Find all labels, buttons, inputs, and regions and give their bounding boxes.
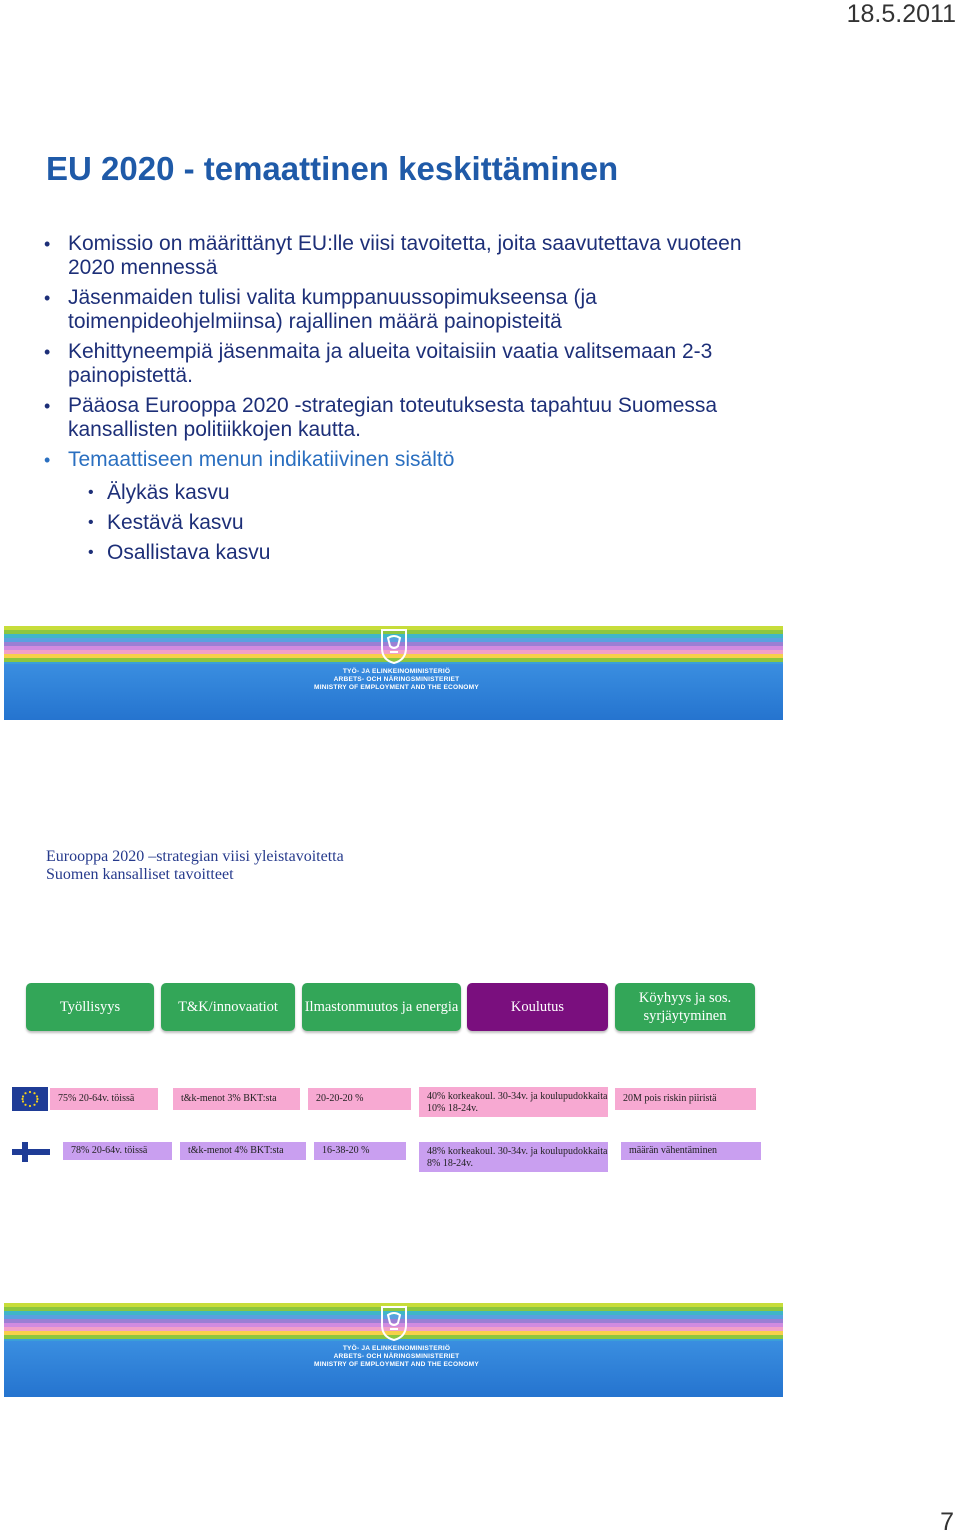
ministry-name: TYÖ- JA ELINKEINOMINISTERIÖ ARBETS- OCH NÄRINGSMINISTERIET MINISTRY OF EMPLOYMENT AND THE ECONOMY	[314, 1345, 479, 1368]
lion-emblem-icon	[380, 628, 408, 664]
sub-bullet-list	[88, 481, 270, 571]
page-number: 7	[940, 1508, 954, 1536]
fi-target-climate: 16-38-20 %	[314, 1142, 406, 1160]
bullet-list	[44, 232, 744, 478]
category-koulutus: Koulutus	[467, 983, 608, 1031]
slide-subtitle: Eurooppa 2020 –strategian viisi yleistavoitetta Suomen kansalliset tavoitteet	[46, 848, 344, 883]
ministry-banner	[4, 626, 783, 720]
bullet-item-highlight: • Temaattiseen menun indikatiivinen sisältö	[44, 448, 744, 472]
category-ilmasto-energia: Ilmastonmuutos ja energia	[302, 983, 461, 1031]
finland-flag-icon	[12, 1142, 50, 1162]
eu-flag-icon	[12, 1087, 48, 1111]
eu-target-education: 40% korkeakoul. 30-34v. ja koulupudokkaita 10% 18-24v.	[419, 1087, 608, 1117]
eu-target-employment: 75% 20-64v. töissä	[50, 1088, 158, 1110]
fi-target-employment: 78% 20-64v. töissä	[63, 1142, 172, 1160]
bullet-item: • Pääosa Eurooppa 2020 -strategian toteutuksesta tapahtuu Suomessa kansallisten politiikkojen kautta.	[44, 394, 744, 442]
ministry-name: TYÖ- JA ELINKEINOMINISTERIÖ ARBETS- OCH NÄRINGSMINISTERIET MINISTRY OF EMPLOYMENT AND THE ECONOMY	[314, 668, 479, 691]
sub-bullet-item: • Kestävä kasvu	[88, 511, 270, 535]
fi-target-rd: t&k-menot 4% BKT:sta	[180, 1142, 306, 1160]
lion-emblem-icon	[380, 1305, 408, 1341]
eu-target-poverty: 20M pois riskin piiristä	[615, 1088, 756, 1110]
category-tk-innovaatiot: T&K/innovaatiot	[161, 983, 295, 1031]
bullet-item: • Komissio on määrittänyt EU:lle viisi tavoitetta, joita saavutettava vuoteen 2020 mennessä	[44, 232, 744, 280]
eu-target-rd: t&k-menot 3% BKT:sta	[173, 1088, 300, 1110]
ministry-banner	[4, 1303, 783, 1397]
sub-bullet-item: • Älykäs kasvu	[88, 481, 270, 505]
date-stamp: 18.5.2011	[846, 0, 956, 28]
category-koyhyys: Köyhyys ja sos. syrjäytyminen	[615, 983, 755, 1031]
fi-target-education: 48% korkeakoul. 30-34v. ja koulupudokkaita 8% 18-24v.	[419, 1142, 608, 1172]
bullet-item: • Kehittyneempiä jäsenmaita ja alueita voitaisiin vaatia valitsemaan 2-3 painopistettä.	[44, 340, 744, 388]
eu-target-climate: 20-20-20 %	[308, 1088, 411, 1110]
slide-title: EU 2020 - temaattinen keskittäminen	[46, 150, 619, 187]
bullet-item: • Jäsenmaiden tulisi valita kumppanuussopimukseensa (ja toimenpideohjelmiinsa) rajallinen määrä painopisteitä	[44, 286, 744, 334]
category-tyollisyys: Työllisyys	[26, 983, 154, 1031]
sub-bullet-item: • Osallistava kasvu	[88, 541, 270, 565]
fi-target-poverty: määrän vähentäminen	[621, 1142, 761, 1160]
